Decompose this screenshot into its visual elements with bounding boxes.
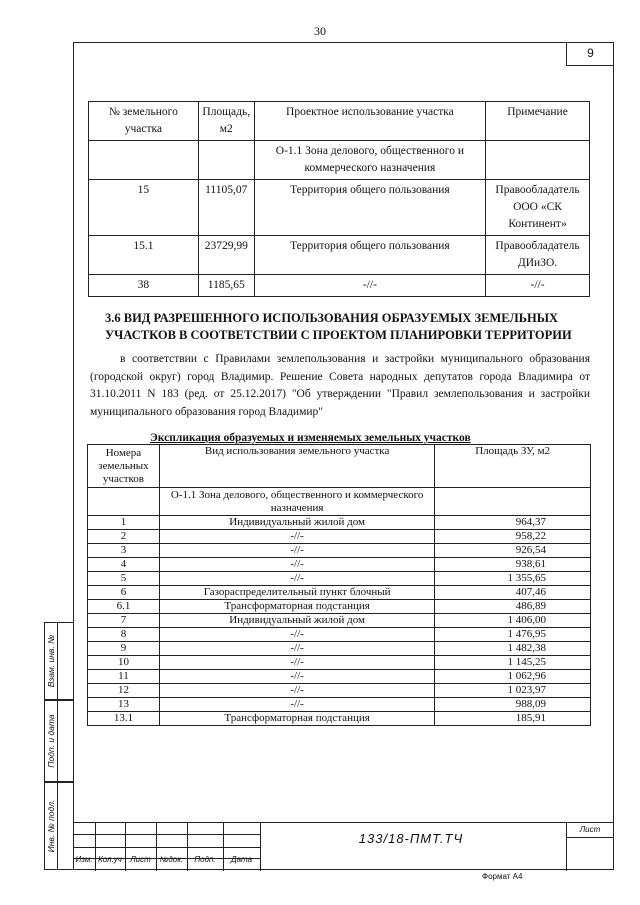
table-header-row (88, 445, 591, 488)
zone-cell: О-1.1 Зона делового, общественного и коммерческого назначения (159, 488, 434, 516)
table-row (88, 684, 591, 698)
plot-area: 1 476,95 (435, 628, 591, 642)
plot-area: 958,22 (435, 530, 591, 544)
plot-number: 6.1 (88, 600, 160, 614)
stamp-label: Изм. (75, 855, 93, 864)
plot-use: Трансформаторная подстанция (159, 600, 434, 614)
side-label: Взам. инв. № (46, 634, 56, 688)
table-row (88, 530, 591, 544)
table-row (88, 698, 591, 712)
plot-use: -//- (159, 628, 434, 642)
format-label: Формат А4 (482, 872, 523, 881)
plot-use: Территория общего пользования (254, 236, 485, 275)
table-row (88, 586, 591, 600)
plot-number: 6 (88, 586, 160, 600)
plot-use: -//- (159, 544, 434, 558)
plot-area: 1 355,65 (435, 572, 591, 586)
plot-area: 1 023,97 (435, 684, 591, 698)
plot-use: Газораспределительный пункт блочный (159, 586, 434, 600)
plot-number: 2 (88, 530, 160, 544)
plot-number: 8 (88, 628, 160, 642)
side-box-inventory-replacement (44, 622, 73, 700)
plot-area: 964,37 (435, 516, 591, 530)
plot-number: 12 (88, 684, 160, 698)
plot-number: 4 (88, 558, 160, 572)
plot-use: -//- (159, 572, 434, 586)
plot-number: 9 (88, 642, 160, 656)
stamp-label: Лист (130, 855, 151, 864)
header-cell: Примечание (486, 102, 590, 141)
plot-area: 938,61 (435, 558, 591, 572)
stamp-label: Дата (230, 855, 253, 864)
plot-area: 926,54 (435, 544, 591, 558)
header-cell: Вид использования земельного участка (159, 445, 434, 488)
table-row (88, 614, 591, 628)
table-row (89, 275, 590, 297)
plot-use: -//- (159, 670, 434, 684)
plot-note: Правообладатель ООО «СК Континент» (486, 180, 590, 236)
plot-area: 1 406,00 (435, 614, 591, 628)
plot-area: 185,91 (435, 712, 591, 726)
page-number: 30 (314, 24, 326, 38)
plot-use: -//- (159, 642, 434, 656)
title-block (73, 822, 614, 871)
plot-use: -//- (159, 656, 434, 670)
plot-area: 23729,99 (198, 236, 254, 275)
table-row (89, 180, 590, 236)
table-row (88, 600, 591, 614)
table-row (88, 656, 591, 670)
plot-note: Правообладатель ДИиЗО. (486, 236, 590, 275)
header-cell: Площадь, м2 (198, 102, 254, 141)
plot-number: 13.1 (88, 712, 160, 726)
body-paragraph (90, 351, 590, 421)
plot-area: 988,09 (435, 698, 591, 712)
plot-number: 1 (88, 516, 160, 530)
document-code: 133/18-ПМТ.ТЧ (358, 831, 464, 846)
table-row (88, 516, 591, 530)
plot-area: 407,46 (435, 586, 591, 600)
plot-number: 15.1 (89, 236, 199, 275)
plot-use: Индивидуальный жилой дом (159, 614, 434, 628)
side-label: Инв. № подл. (46, 799, 56, 853)
side-box-signature-date (44, 700, 73, 782)
table-row (89, 236, 590, 275)
header-cell: Номера земельных участков (88, 445, 160, 488)
plot-use: -//- (254, 275, 485, 297)
plot-area: 1 145,25 (435, 656, 591, 670)
stamp-label: №док. (159, 855, 184, 864)
plot-use: -//- (159, 684, 434, 698)
plot-area: 11105,07 (198, 180, 254, 236)
table-row (88, 544, 591, 558)
explication-table (87, 444, 591, 726)
plot-number: 7 (88, 614, 160, 628)
table-row (88, 642, 591, 656)
sheet-number: 9 (566, 42, 614, 66)
zone-row (88, 488, 591, 516)
plot-note: -//- (486, 275, 590, 297)
plot-number: 38 (89, 275, 199, 297)
table-row (88, 558, 591, 572)
paragraph-text: в соответствии с Правилами землепользования и застройки муниципального образования (городской округ) город Владимир. Решение Совета народных депутатов города Владимира от 31.10.2011 N 183 (ред. от 25.12.2017) "Об утверждении "Правил землепользования и застройки муниципального образования город Владимир" (90, 353, 590, 418)
zone-row (89, 141, 590, 180)
header-cell: Площадь ЗУ, м2 (435, 445, 591, 488)
plot-use: Трансформаторная подстанция (159, 712, 434, 726)
plot-use: -//- (159, 698, 434, 712)
table-row (88, 628, 591, 642)
plot-area: 486,89 (435, 600, 591, 614)
plot-number: 13 (88, 698, 160, 712)
plot-use: -//- (159, 530, 434, 544)
plot-use: -//- (159, 558, 434, 572)
zone-cell: О-1.1 Зона делового, общественного и коммерческого назначения (254, 141, 485, 180)
land-plots-table (88, 101, 590, 297)
table-row (88, 670, 591, 684)
header-cell: Проектное использование участка (254, 102, 485, 141)
table-row (88, 712, 591, 726)
stamp-label: Кол.уч (98, 855, 122, 864)
plot-number: 11 (88, 670, 160, 684)
plot-use: Территория общего пользования (254, 180, 485, 236)
plot-number: 10 (88, 656, 160, 670)
side-label: Подп. и дата (46, 714, 56, 768)
plot-area: 1 482,38 (435, 642, 591, 656)
plot-number: 5 (88, 572, 160, 586)
table-row (88, 572, 591, 586)
header-cell: № земельного участка (89, 102, 199, 141)
stamp-sheet-label: Лист (579, 825, 601, 834)
side-box-original-inventory (44, 782, 73, 870)
stamp-label: Подп. (194, 855, 216, 864)
plot-use: Индивидуальный жилой дом (159, 516, 434, 530)
section-heading: 3.6 ВИД РАЗРЕШЕННОГО ИСПОЛЬЗОВАНИЯ ОБРАЗУЕМЫХ ЗЕМЕЛЬНЫХ УЧАСТКОВ В СООТВЕТСТВИИ С ПРОЕКТОМ ПЛАНИРОВКИ ТЕРРИТОРИИ (105, 311, 572, 342)
plot-number: 3 (88, 544, 160, 558)
table-header-row (89, 102, 590, 141)
plot-area: 1 062,96 (435, 670, 591, 684)
table-caption: Экспликация образуемых и изменяемых земельных участков (150, 432, 471, 444)
plot-area: 1185,65 (198, 275, 254, 297)
plot-number: 15 (89, 180, 199, 236)
